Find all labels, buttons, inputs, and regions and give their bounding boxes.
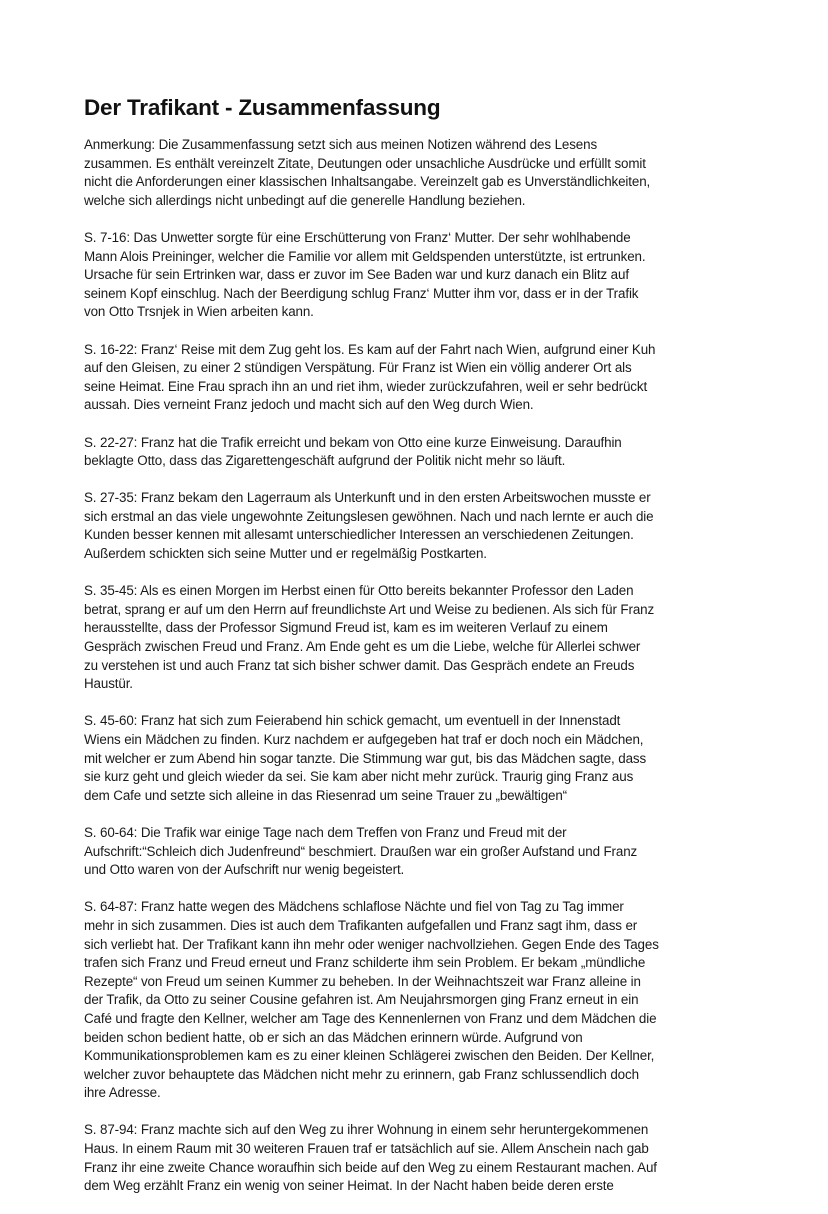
text-line: Außerdem schickten sich seine Mutter und er regelmäßig Postkarten. [84, 546, 487, 562]
summary-paragraph [84, 582, 764, 694]
text-line: Anmerkung: Die Zusammenfassung setzt sich aus meinen Notizen während des Lesens [84, 137, 598, 152]
summary-paragraph [84, 489, 764, 563]
text-line: Kunden besser kennen mit allesamt unterschiedlicher Interessen an verschiedenen Zeitungen. [84, 527, 634, 543]
text-line: seine Heimat. Eine Frau sprach ihn an und riet ihm, wieder zurückzufahren, weil er sehr bedrückt [84, 378, 648, 394]
document-page [84, 94, 764, 1214]
text-line: S. 27-35: Franz bekam den Lagerraum als Unterkunft und in den ersten Arbeitswochen musste er [84, 490, 651, 506]
note-paragraph [84, 136, 764, 210]
summary-paragraph [84, 712, 764, 805]
text-line: Haus. In einem Raum mit 30 weiteren Frauen traf er tatsächlich auf sie. Allem Anschein nach gab [84, 1141, 649, 1157]
summary-paragraph [84, 824, 764, 880]
text-line: welche sich allerdings nicht unbedingt auf die generelle Handlung beziehen. [84, 192, 526, 208]
text-line: S. 35-45: Als es einen Morgen im Herbst einen für Otto bereits bekannter Professor den Laden [84, 583, 634, 599]
text-line: beklagte Otto, dass das Zigarettengeschäft aufgrund der Politik nicht mehr so läuft. [84, 453, 566, 469]
document-title: Der Trafikant - Zusammenfassung [84, 95, 441, 120]
text-line: herausstellte, dass der Professor Sigmund Freud ist, kam es im weiteren Verlauf zu einem [84, 620, 608, 636]
text-line: S. 7-16: Das Unwetter sorgte für eine Erschütterung von Franz‘ Mutter. Der sehr wohlhabende [84, 229, 631, 245]
text-line: S. 45-60: Franz hat sich zum Feierabend hin schick gemacht, um eventuell in der Innenstadt [84, 713, 621, 729]
text-line: trafen sich Franz und Freud erneut und Franz schilderte ihm sein Problem. Er bekam „mündliche [84, 955, 646, 971]
text-line: S. 60-64: Die Trafik war einige Tage nach dem Treffen von Franz und Freud mit der [84, 824, 567, 840]
summary-paragraph [84, 1121, 764, 1195]
text-line: sie kurz geht und gleich wieder da sei. Sie kam aber nicht mehr zurück. Traurig ging Franz aus [84, 769, 634, 785]
text-line: Café und fragte den Kellner, welcher am Tage des Kennenlernen von Franz und dem Mädchen die [84, 1010, 657, 1026]
text-line: Gespräch zwischen Freud und Franz. Am Ende geht es um die Liebe, welche für Allerlei schwer [84, 639, 641, 655]
text-line: Wiens ein Mädchen zu finden. Kurz nachdem er aufgegeben hat traf er doch noch ein Mädchen, [84, 732, 644, 747]
text-line: zusammen. Es enthält vereinzelt Zitate, Deutungen oder unsachliche Ausdrücke und erfüllt somit [84, 155, 646, 171]
text-line: beiden schon bedient hatte, ob er sich an das Mädchen erinnern würde. Aufgrund von [84, 1029, 583, 1045]
text-line: S. 87-94: Franz machte sich auf den Weg zu ihrer Wohnung in einem sehr heruntergekommenen [84, 1122, 649, 1138]
text-line: Kommunikationsproblemen kam es zu einer kleinen Schlägerei zwischen den Beiden. Der Kellner, [84, 1048, 655, 1064]
text-line: nicht die Anforderungen einer klassischen Inhaltsangabe. Vereinzelt gab es Unverständlichkeiten, [84, 174, 651, 190]
text-line: Rezepte“ von Freud um seinen Kummer zu beheben. In der Weihnachtszeit war Franz alleine in [84, 973, 641, 989]
text-line: S. 64-87: Franz hatte wegen des Mädchens schlaflose Nächte und fiel von Tag zu Tag immer [84, 899, 624, 915]
text-line: Mann Alois Preininger, welcher die Familie vor allem mit Geldspenden unterstützte, ist ertrunken. [84, 248, 646, 264]
text-line: ihre Adresse. [84, 1085, 161, 1101]
summary-paragraph [84, 898, 764, 1103]
text-line: und Otto waren von der Aufschrift nur wenig begeistert. [84, 862, 405, 878]
text-line: der Trafik, da Otto zu seiner Cousine gefahren ist. Am Neujahrsmorgen ging Franz erneut in ein [84, 992, 639, 1008]
text-line: aussah. Dies verneint Franz jedoch und macht sich auf den Weg durch Wien. [84, 397, 534, 413]
text-line: dem Cafe und setzte sich alleine in das Riesenrad um seine Trauer zu „bewältigen“ [84, 787, 568, 803]
text-line: mit welcher er zum Abend hin sogar tanzte. Die Stimmung war gut, bis das Mädchen sagte, dass [84, 750, 647, 766]
text-line: Haustür. [84, 676, 133, 692]
text-line: von Otto Trsnjek in Wien arbeiten kann. [84, 304, 314, 320]
summary-paragraph [84, 341, 764, 415]
summary-paragraph [84, 434, 764, 471]
text-line: sich verliebt hat. Der Trafikant kann ihn mehr oder weniger nachvollziehen. Gegen Ende des Tages [84, 936, 659, 952]
text-line: Ursache für sein Ertrinken war, dass er zuvor im See Baden war und kurz danach ein Blitz auf [84, 267, 629, 283]
text-line: sich erstmal an das viele ungewohnte Zeitungslesen gewöhnen. Nach und nach lernte er auch die [84, 508, 654, 524]
text-line: seinem Kopf einschlug. Nach der Beerdigung schlug Franz‘ Mutter ihm vor, dass er in der Trafik [84, 285, 639, 301]
text-line: mehr in sich zusammen. Dies ist auch dem Trafikanten aufgefallen und Franz sagt ihm, dass er [84, 917, 638, 933]
document-body [84, 136, 764, 1196]
text-line: welcher zuvor behauptete das Mädchen nicht mehr zu erinnern, gab Franz schlussendlich doch [84, 1066, 639, 1082]
text-line: dem Weg erzählt Franz ein wenig von seiner Heimat. In der Nacht haben beide deren erste [84, 1178, 614, 1194]
text-line: auf den Gleisen, zu einer 2 stündigen Verspätung. Für Franz ist Wien ein völlig anderer Ort als [84, 360, 632, 376]
text-line: Aufschrift:“Schleich dich Judenfreund“ beschmiert. Draußen war ein großer Aufstand und Franz [84, 843, 638, 859]
text-line: S. 22-27: Franz hat die Trafik erreicht und bekam von Otto eine kurze Einweisung. Daraufhin [84, 434, 622, 450]
text-line: Franz ihr eine zweite Chance woraufhin sich beide auf den Weg zu einem Restaurant machen. Auf [84, 1159, 657, 1175]
text-line: betrat, sprang er auf um den Herrn auf freundlichste Art und Weise zu bedienen. Als sich für Franz [84, 601, 655, 617]
text-line: zu verstehen ist und auch Franz tat sich bisher schwer damit. Das Gespräch endete an Freuds [84, 657, 635, 673]
summary-paragraph [84, 229, 764, 322]
text-line: S. 16-22: Franz‘ Reise mit dem Zug geht los. Es kam auf der Fahrt nach Wien, aufgrund einer Kuh [84, 341, 656, 357]
